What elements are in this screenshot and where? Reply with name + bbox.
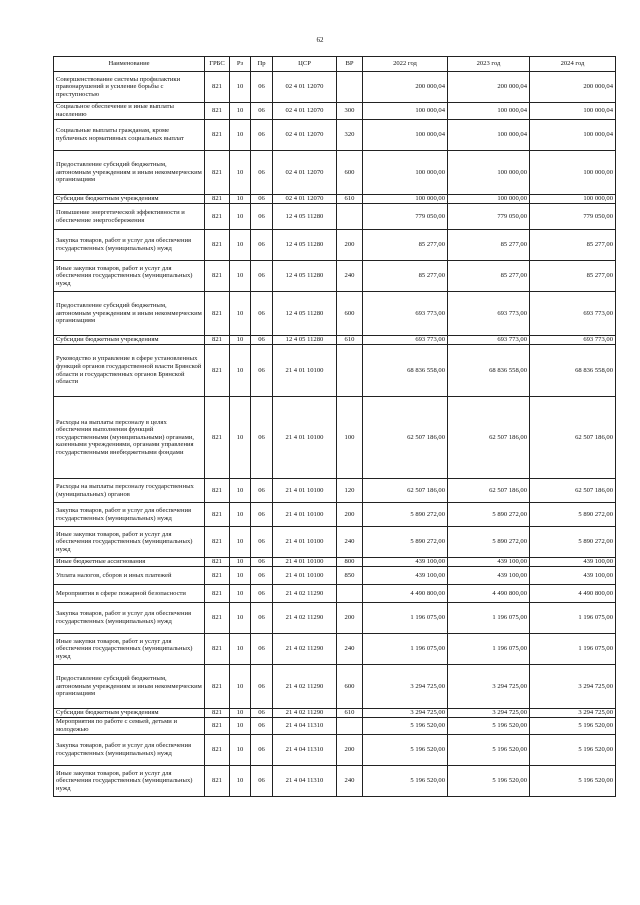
row-2022-cell: 439 100,00 xyxy=(363,558,448,567)
row-2024-cell: 693 773,00 xyxy=(530,336,616,345)
row-pr-cell: 06 xyxy=(251,336,273,345)
row-vr-cell: 200 xyxy=(337,503,363,527)
row-2022-cell: 85 277,00 xyxy=(363,261,448,292)
row-name-cell: Иные закупки товаров, работ и услуг для обеспечения государственных (муниципальных) нужд xyxy=(54,634,205,665)
table-row xyxy=(54,120,616,151)
col-header-csr: ЦСР xyxy=(273,57,337,72)
row-grbs-cell: 821 xyxy=(205,195,230,204)
row-grbs-cell: 821 xyxy=(205,230,230,261)
row-pr-cell: 06 xyxy=(251,567,273,585)
row-name-cell: Социальное обеспечение и иные выплаты населению xyxy=(54,103,205,120)
col-header-2022: 2022 год xyxy=(363,57,448,72)
row-name-cell: Социальные выплаты гражданам, кроме публичных нормативных социальных выплат xyxy=(54,120,205,151)
row-csr-cell: 02 4 01 12070 xyxy=(273,72,337,103)
row-vr-cell: 610 xyxy=(337,709,363,718)
row-grbs-cell: 821 xyxy=(205,292,230,336)
row-2024-cell: 4 490 800,00 xyxy=(530,585,616,603)
row-2024-cell: 85 277,00 xyxy=(530,230,616,261)
row-2023-cell: 439 100,00 xyxy=(448,558,530,567)
row-vr-cell xyxy=(337,585,363,603)
row-2022-cell: 62 507 186,00 xyxy=(363,479,448,503)
row-rz-cell: 10 xyxy=(230,261,251,292)
row-grbs-cell: 821 xyxy=(205,336,230,345)
table-body xyxy=(54,72,616,797)
row-rz-cell: 10 xyxy=(230,585,251,603)
row-2022-cell: 100 000,04 xyxy=(363,120,448,151)
row-2023-cell: 85 277,00 xyxy=(448,230,530,261)
row-grbs-cell: 821 xyxy=(205,634,230,665)
row-name-cell: Предоставление субсидий бюджетным, автономным учреждениям и иным некоммерческим организациям xyxy=(54,292,205,336)
row-rz-cell: 10 xyxy=(230,634,251,665)
row-2023-cell: 4 490 800,00 xyxy=(448,585,530,603)
row-csr-cell: 21 4 01 10100 xyxy=(273,527,337,558)
row-rz-cell: 10 xyxy=(230,718,251,735)
row-csr-cell: 02 4 01 12070 xyxy=(273,120,337,151)
row-vr-cell xyxy=(337,345,363,397)
row-2023-cell: 1 196 075,00 xyxy=(448,634,530,665)
row-csr-cell: 02 4 01 12070 xyxy=(273,151,337,195)
row-csr-cell: 12 4 05 11280 xyxy=(273,292,337,336)
row-2022-cell: 100 000,00 xyxy=(363,195,448,204)
row-2023-cell: 693 773,00 xyxy=(448,336,530,345)
table-row xyxy=(54,567,616,585)
row-2023-cell: 5 890 272,00 xyxy=(448,503,530,527)
col-header-2023: 2023 год xyxy=(448,57,530,72)
row-pr-cell: 06 xyxy=(251,261,273,292)
row-grbs-cell: 821 xyxy=(205,345,230,397)
table-row xyxy=(54,345,616,397)
row-2024-cell: 100 000,04 xyxy=(530,103,616,120)
row-vr-cell: 120 xyxy=(337,479,363,503)
row-pr-cell: 06 xyxy=(251,479,273,503)
row-vr-cell: 240 xyxy=(337,634,363,665)
row-name-cell: Иные закупки товаров, работ и услуг для обеспечения государственных (муниципальных) нужд xyxy=(54,261,205,292)
row-rz-cell: 10 xyxy=(230,567,251,585)
row-2023-cell: 85 277,00 xyxy=(448,261,530,292)
row-name-cell: Расходы на выплаты персоналу в целях обеспечения выполнения функций государственными (муниципальными) органами, казенными учреждениями, органами управления государственными внебюджетными фондами xyxy=(54,397,205,479)
row-vr-cell: 610 xyxy=(337,195,363,204)
row-2022-cell: 779 050,00 xyxy=(363,204,448,230)
budget-table xyxy=(53,56,616,797)
row-2024-cell: 100 000,00 xyxy=(530,195,616,204)
row-2022-cell: 439 100,00 xyxy=(363,567,448,585)
row-2023-cell: 62 507 186,00 xyxy=(448,397,530,479)
row-2022-cell: 5 196 520,00 xyxy=(363,735,448,766)
row-2022-cell: 5 890 272,00 xyxy=(363,527,448,558)
row-2024-cell: 85 277,00 xyxy=(530,261,616,292)
row-pr-cell: 06 xyxy=(251,603,273,634)
row-2023-cell: 3 294 725,00 xyxy=(448,709,530,718)
table-row xyxy=(54,261,616,292)
row-grbs-cell: 821 xyxy=(205,709,230,718)
row-2024-cell: 5 196 520,00 xyxy=(530,718,616,735)
row-pr-cell: 06 xyxy=(251,735,273,766)
row-vr-cell: 320 xyxy=(337,120,363,151)
row-name-cell: Субсидии бюджетным учреждениям xyxy=(54,336,205,345)
page-number: 62 xyxy=(316,36,324,44)
row-rz-cell: 10 xyxy=(230,345,251,397)
row-2022-cell: 1 196 075,00 xyxy=(363,603,448,634)
row-grbs-cell: 821 xyxy=(205,479,230,503)
row-rz-cell: 10 xyxy=(230,709,251,718)
row-csr-cell: 21 4 01 10100 xyxy=(273,345,337,397)
row-2023-cell: 62 507 186,00 xyxy=(448,479,530,503)
row-2023-cell: 100 000,00 xyxy=(448,151,530,195)
row-grbs-cell: 821 xyxy=(205,558,230,567)
row-rz-cell: 10 xyxy=(230,665,251,709)
row-pr-cell: 06 xyxy=(251,718,273,735)
table-row xyxy=(54,709,616,718)
row-2022-cell: 200 000,04 xyxy=(363,72,448,103)
row-pr-cell: 06 xyxy=(251,634,273,665)
row-2023-cell: 5 196 520,00 xyxy=(448,735,530,766)
row-rz-cell: 10 xyxy=(230,603,251,634)
row-name-cell: Закупка товаров, работ и услуг для обеспечения государственных (муниципальных) нужд xyxy=(54,503,205,527)
row-name-cell: Повышение энергетической эффективности и обеспечение энергосбережения xyxy=(54,204,205,230)
row-pr-cell: 06 xyxy=(251,103,273,120)
row-pr-cell: 06 xyxy=(251,558,273,567)
row-grbs-cell: 821 xyxy=(205,603,230,634)
row-grbs-cell: 821 xyxy=(205,665,230,709)
col-header-rz: Рз xyxy=(230,57,251,72)
table-row xyxy=(54,634,616,665)
row-vr-cell: 600 xyxy=(337,665,363,709)
row-vr-cell: 800 xyxy=(337,558,363,567)
row-csr-cell: 12 4 05 11280 xyxy=(273,230,337,261)
row-name-cell: Закупка товаров, работ и услуг для обеспечения государственных (муниципальных) нужд xyxy=(54,603,205,634)
row-name-cell: Иные закупки товаров, работ и услуг для обеспечения государственных (муниципальных) нужд xyxy=(54,527,205,558)
row-grbs-cell: 821 xyxy=(205,120,230,151)
row-vr-cell: 600 xyxy=(337,292,363,336)
row-grbs-cell: 821 xyxy=(205,718,230,735)
row-rz-cell: 10 xyxy=(230,766,251,797)
table-row xyxy=(54,665,616,709)
row-name-cell: Субсидии бюджетным учреждениям xyxy=(54,709,205,718)
row-name-cell: Предоставление субсидий бюджетным, автономным учреждениям и иным некоммерческим организациям xyxy=(54,665,205,709)
row-pr-cell: 06 xyxy=(251,72,273,103)
row-pr-cell: 06 xyxy=(251,527,273,558)
row-grbs-cell: 821 xyxy=(205,204,230,230)
table-row xyxy=(54,230,616,261)
row-csr-cell: 21 4 01 10100 xyxy=(273,558,337,567)
row-vr-cell xyxy=(337,204,363,230)
row-pr-cell: 06 xyxy=(251,151,273,195)
table-row xyxy=(54,336,616,345)
row-name-cell: Мероприятия в сфере пожарной безопасности xyxy=(54,585,205,603)
row-2023-cell: 5 890 272,00 xyxy=(448,527,530,558)
row-name-cell: Закупка товаров, работ и услуг для обеспечения государственных (муниципальных) нужд xyxy=(54,735,205,766)
row-rz-cell: 10 xyxy=(230,204,251,230)
row-grbs-cell: 821 xyxy=(205,151,230,195)
row-2022-cell: 85 277,00 xyxy=(363,230,448,261)
row-csr-cell: 12 4 05 11280 xyxy=(273,261,337,292)
row-rz-cell: 10 xyxy=(230,558,251,567)
row-csr-cell: 21 4 01 10100 xyxy=(273,503,337,527)
row-rz-cell: 10 xyxy=(230,195,251,204)
row-grbs-cell: 821 xyxy=(205,585,230,603)
row-pr-cell: 06 xyxy=(251,503,273,527)
row-2024-cell: 3 294 725,00 xyxy=(530,665,616,709)
row-rz-cell: 10 xyxy=(230,479,251,503)
row-vr-cell: 200 xyxy=(337,230,363,261)
row-csr-cell: 21 4 02 11290 xyxy=(273,585,337,603)
row-2023-cell: 693 773,00 xyxy=(448,292,530,336)
row-rz-cell: 10 xyxy=(230,292,251,336)
table-row xyxy=(54,103,616,120)
row-2024-cell: 100 000,00 xyxy=(530,151,616,195)
row-2024-cell: 62 507 186,00 xyxy=(530,397,616,479)
row-csr-cell: 12 4 05 11280 xyxy=(273,204,337,230)
col-header-pr: Пр xyxy=(251,57,273,72)
row-2022-cell: 68 836 558,00 xyxy=(363,345,448,397)
table-row xyxy=(54,195,616,204)
row-grbs-cell: 821 xyxy=(205,735,230,766)
row-2024-cell: 62 507 186,00 xyxy=(530,479,616,503)
row-name-cell: Мероприятия по работе с семьей, детьми и молодежью xyxy=(54,718,205,735)
row-csr-cell: 21 4 01 10100 xyxy=(273,567,337,585)
row-pr-cell: 06 xyxy=(251,665,273,709)
row-2023-cell: 100 000,04 xyxy=(448,103,530,120)
row-2022-cell: 100 000,04 xyxy=(363,103,448,120)
row-vr-cell: 240 xyxy=(337,527,363,558)
row-2024-cell: 100 000,04 xyxy=(530,120,616,151)
row-name-cell: Иные бюджетные ассигнования xyxy=(54,558,205,567)
row-pr-cell: 06 xyxy=(251,709,273,718)
row-name-cell: Иные закупки товаров, работ и услуг для обеспечения государственных (муниципальных) нужд xyxy=(54,766,205,797)
row-2023-cell: 100 000,04 xyxy=(448,120,530,151)
table-row xyxy=(54,151,616,195)
row-vr-cell: 850 xyxy=(337,567,363,585)
row-2022-cell: 62 507 186,00 xyxy=(363,397,448,479)
row-rz-cell: 10 xyxy=(230,336,251,345)
row-rz-cell: 10 xyxy=(230,103,251,120)
row-2023-cell: 100 000,00 xyxy=(448,195,530,204)
col-header-2024: 2024 год xyxy=(530,57,616,72)
row-rz-cell: 10 xyxy=(230,72,251,103)
row-vr-cell: 600 xyxy=(337,151,363,195)
row-2022-cell: 100 000,00 xyxy=(363,151,448,195)
table-row xyxy=(54,204,616,230)
table-row xyxy=(54,766,616,797)
row-vr-cell: 610 xyxy=(337,336,363,345)
table-row xyxy=(54,735,616,766)
row-grbs-cell: 821 xyxy=(205,103,230,120)
row-2024-cell: 439 100,00 xyxy=(530,567,616,585)
table-row xyxy=(54,527,616,558)
col-header-name: Наименование xyxy=(54,57,205,72)
row-2024-cell: 5 890 272,00 xyxy=(530,527,616,558)
row-rz-cell: 10 xyxy=(230,503,251,527)
row-rz-cell: 10 xyxy=(230,230,251,261)
row-csr-cell: 21 4 01 10100 xyxy=(273,397,337,479)
row-2024-cell: 68 836 558,00 xyxy=(530,345,616,397)
table-row xyxy=(54,558,616,567)
row-2022-cell: 3 294 725,00 xyxy=(363,665,448,709)
row-rz-cell: 10 xyxy=(230,397,251,479)
table-header-row xyxy=(54,57,616,72)
row-2023-cell: 5 196 520,00 xyxy=(448,766,530,797)
row-vr-cell: 240 xyxy=(337,261,363,292)
col-header-vr: ВР xyxy=(337,57,363,72)
row-vr-cell: 200 xyxy=(337,735,363,766)
row-2024-cell: 5 196 520,00 xyxy=(530,735,616,766)
row-pr-cell: 06 xyxy=(251,230,273,261)
table-row xyxy=(54,292,616,336)
row-vr-cell: 300 xyxy=(337,103,363,120)
row-grbs-cell: 821 xyxy=(205,766,230,797)
row-vr-cell: 100 xyxy=(337,397,363,479)
row-pr-cell: 06 xyxy=(251,292,273,336)
row-rz-cell: 10 xyxy=(230,120,251,151)
row-2023-cell: 779 050,00 xyxy=(448,204,530,230)
row-2024-cell: 693 773,00 xyxy=(530,292,616,336)
row-csr-cell: 21 4 04 11310 xyxy=(273,735,337,766)
row-name-cell: Расходы на выплаты персоналу государственных (муниципальных) органов xyxy=(54,479,205,503)
row-csr-cell: 02 4 01 12070 xyxy=(273,195,337,204)
row-rz-cell: 10 xyxy=(230,527,251,558)
table-row xyxy=(54,718,616,735)
row-2023-cell: 68 836 558,00 xyxy=(448,345,530,397)
row-csr-cell: 21 4 04 11310 xyxy=(273,718,337,735)
row-2023-cell: 5 196 520,00 xyxy=(448,718,530,735)
row-2022-cell: 1 196 075,00 xyxy=(363,634,448,665)
table-row xyxy=(54,397,616,479)
row-csr-cell: 21 4 02 11290 xyxy=(273,634,337,665)
row-rz-cell: 10 xyxy=(230,151,251,195)
row-2024-cell: 5 890 272,00 xyxy=(530,503,616,527)
row-2024-cell: 1 196 075,00 xyxy=(530,634,616,665)
row-csr-cell: 21 4 02 11290 xyxy=(273,709,337,718)
row-2022-cell: 5 196 520,00 xyxy=(363,718,448,735)
row-name-cell: Совершенствование системы профилактики правонарушений и усиление борьбы с преступностью xyxy=(54,72,205,103)
row-2022-cell: 3 294 725,00 xyxy=(363,709,448,718)
row-name-cell: Закупка товаров, работ и услуг для обеспечения государственных (муниципальных) нужд xyxy=(54,230,205,261)
table-row xyxy=(54,479,616,503)
row-2022-cell: 5 890 272,00 xyxy=(363,503,448,527)
row-2022-cell: 693 773,00 xyxy=(363,292,448,336)
row-2024-cell: 5 196 520,00 xyxy=(530,766,616,797)
row-csr-cell: 21 4 04 11310 xyxy=(273,766,337,797)
row-grbs-cell: 821 xyxy=(205,72,230,103)
row-pr-cell: 06 xyxy=(251,766,273,797)
row-grbs-cell: 821 xyxy=(205,503,230,527)
row-vr-cell xyxy=(337,718,363,735)
row-2024-cell: 3 294 725,00 xyxy=(530,709,616,718)
row-vr-cell xyxy=(337,72,363,103)
row-csr-cell: 02 4 01 12070 xyxy=(273,103,337,120)
table-row xyxy=(54,503,616,527)
row-2022-cell: 693 773,00 xyxy=(363,336,448,345)
row-pr-cell: 06 xyxy=(251,345,273,397)
row-csr-cell: 21 4 01 10100 xyxy=(273,479,337,503)
row-2023-cell: 3 294 725,00 xyxy=(448,665,530,709)
row-2023-cell: 439 100,00 xyxy=(448,567,530,585)
table-row xyxy=(54,72,616,103)
row-2024-cell: 779 050,00 xyxy=(530,204,616,230)
row-2024-cell: 200 000,04 xyxy=(530,72,616,103)
row-grbs-cell: 821 xyxy=(205,261,230,292)
row-2022-cell: 4 490 800,00 xyxy=(363,585,448,603)
row-csr-cell: 21 4 02 11290 xyxy=(273,603,337,634)
row-name-cell: Уплата налогов, сборов и иных платежей xyxy=(54,567,205,585)
row-csr-cell: 12 4 05 11280 xyxy=(273,336,337,345)
row-2022-cell: 5 196 520,00 xyxy=(363,766,448,797)
row-grbs-cell: 821 xyxy=(205,397,230,479)
row-vr-cell: 240 xyxy=(337,766,363,797)
row-name-cell: Субсидии бюджетным учреждениям xyxy=(54,195,205,204)
table-row xyxy=(54,603,616,634)
row-pr-cell: 06 xyxy=(251,585,273,603)
row-2023-cell: 1 196 075,00 xyxy=(448,603,530,634)
col-header-grbs: ГРБС xyxy=(205,57,230,72)
row-2024-cell: 439 100,00 xyxy=(530,558,616,567)
row-pr-cell: 06 xyxy=(251,204,273,230)
row-2023-cell: 200 000,04 xyxy=(448,72,530,103)
table-row xyxy=(54,585,616,603)
row-vr-cell: 200 xyxy=(337,603,363,634)
row-pr-cell: 06 xyxy=(251,397,273,479)
row-name-cell: Предоставление субсидий бюджетным, автономным учреждениям и иным некоммерческим организациям xyxy=(54,151,205,195)
row-csr-cell: 21 4 02 11290 xyxy=(273,665,337,709)
row-rz-cell: 10 xyxy=(230,735,251,766)
row-grbs-cell: 821 xyxy=(205,527,230,558)
row-pr-cell: 06 xyxy=(251,120,273,151)
row-pr-cell: 06 xyxy=(251,195,273,204)
row-name-cell: Руководство и управление в сфере установленных функций органов государственной власти Брянской области и государственных органов Брянской области xyxy=(54,345,205,397)
row-grbs-cell: 821 xyxy=(205,567,230,585)
row-2024-cell: 1 196 075,00 xyxy=(530,603,616,634)
